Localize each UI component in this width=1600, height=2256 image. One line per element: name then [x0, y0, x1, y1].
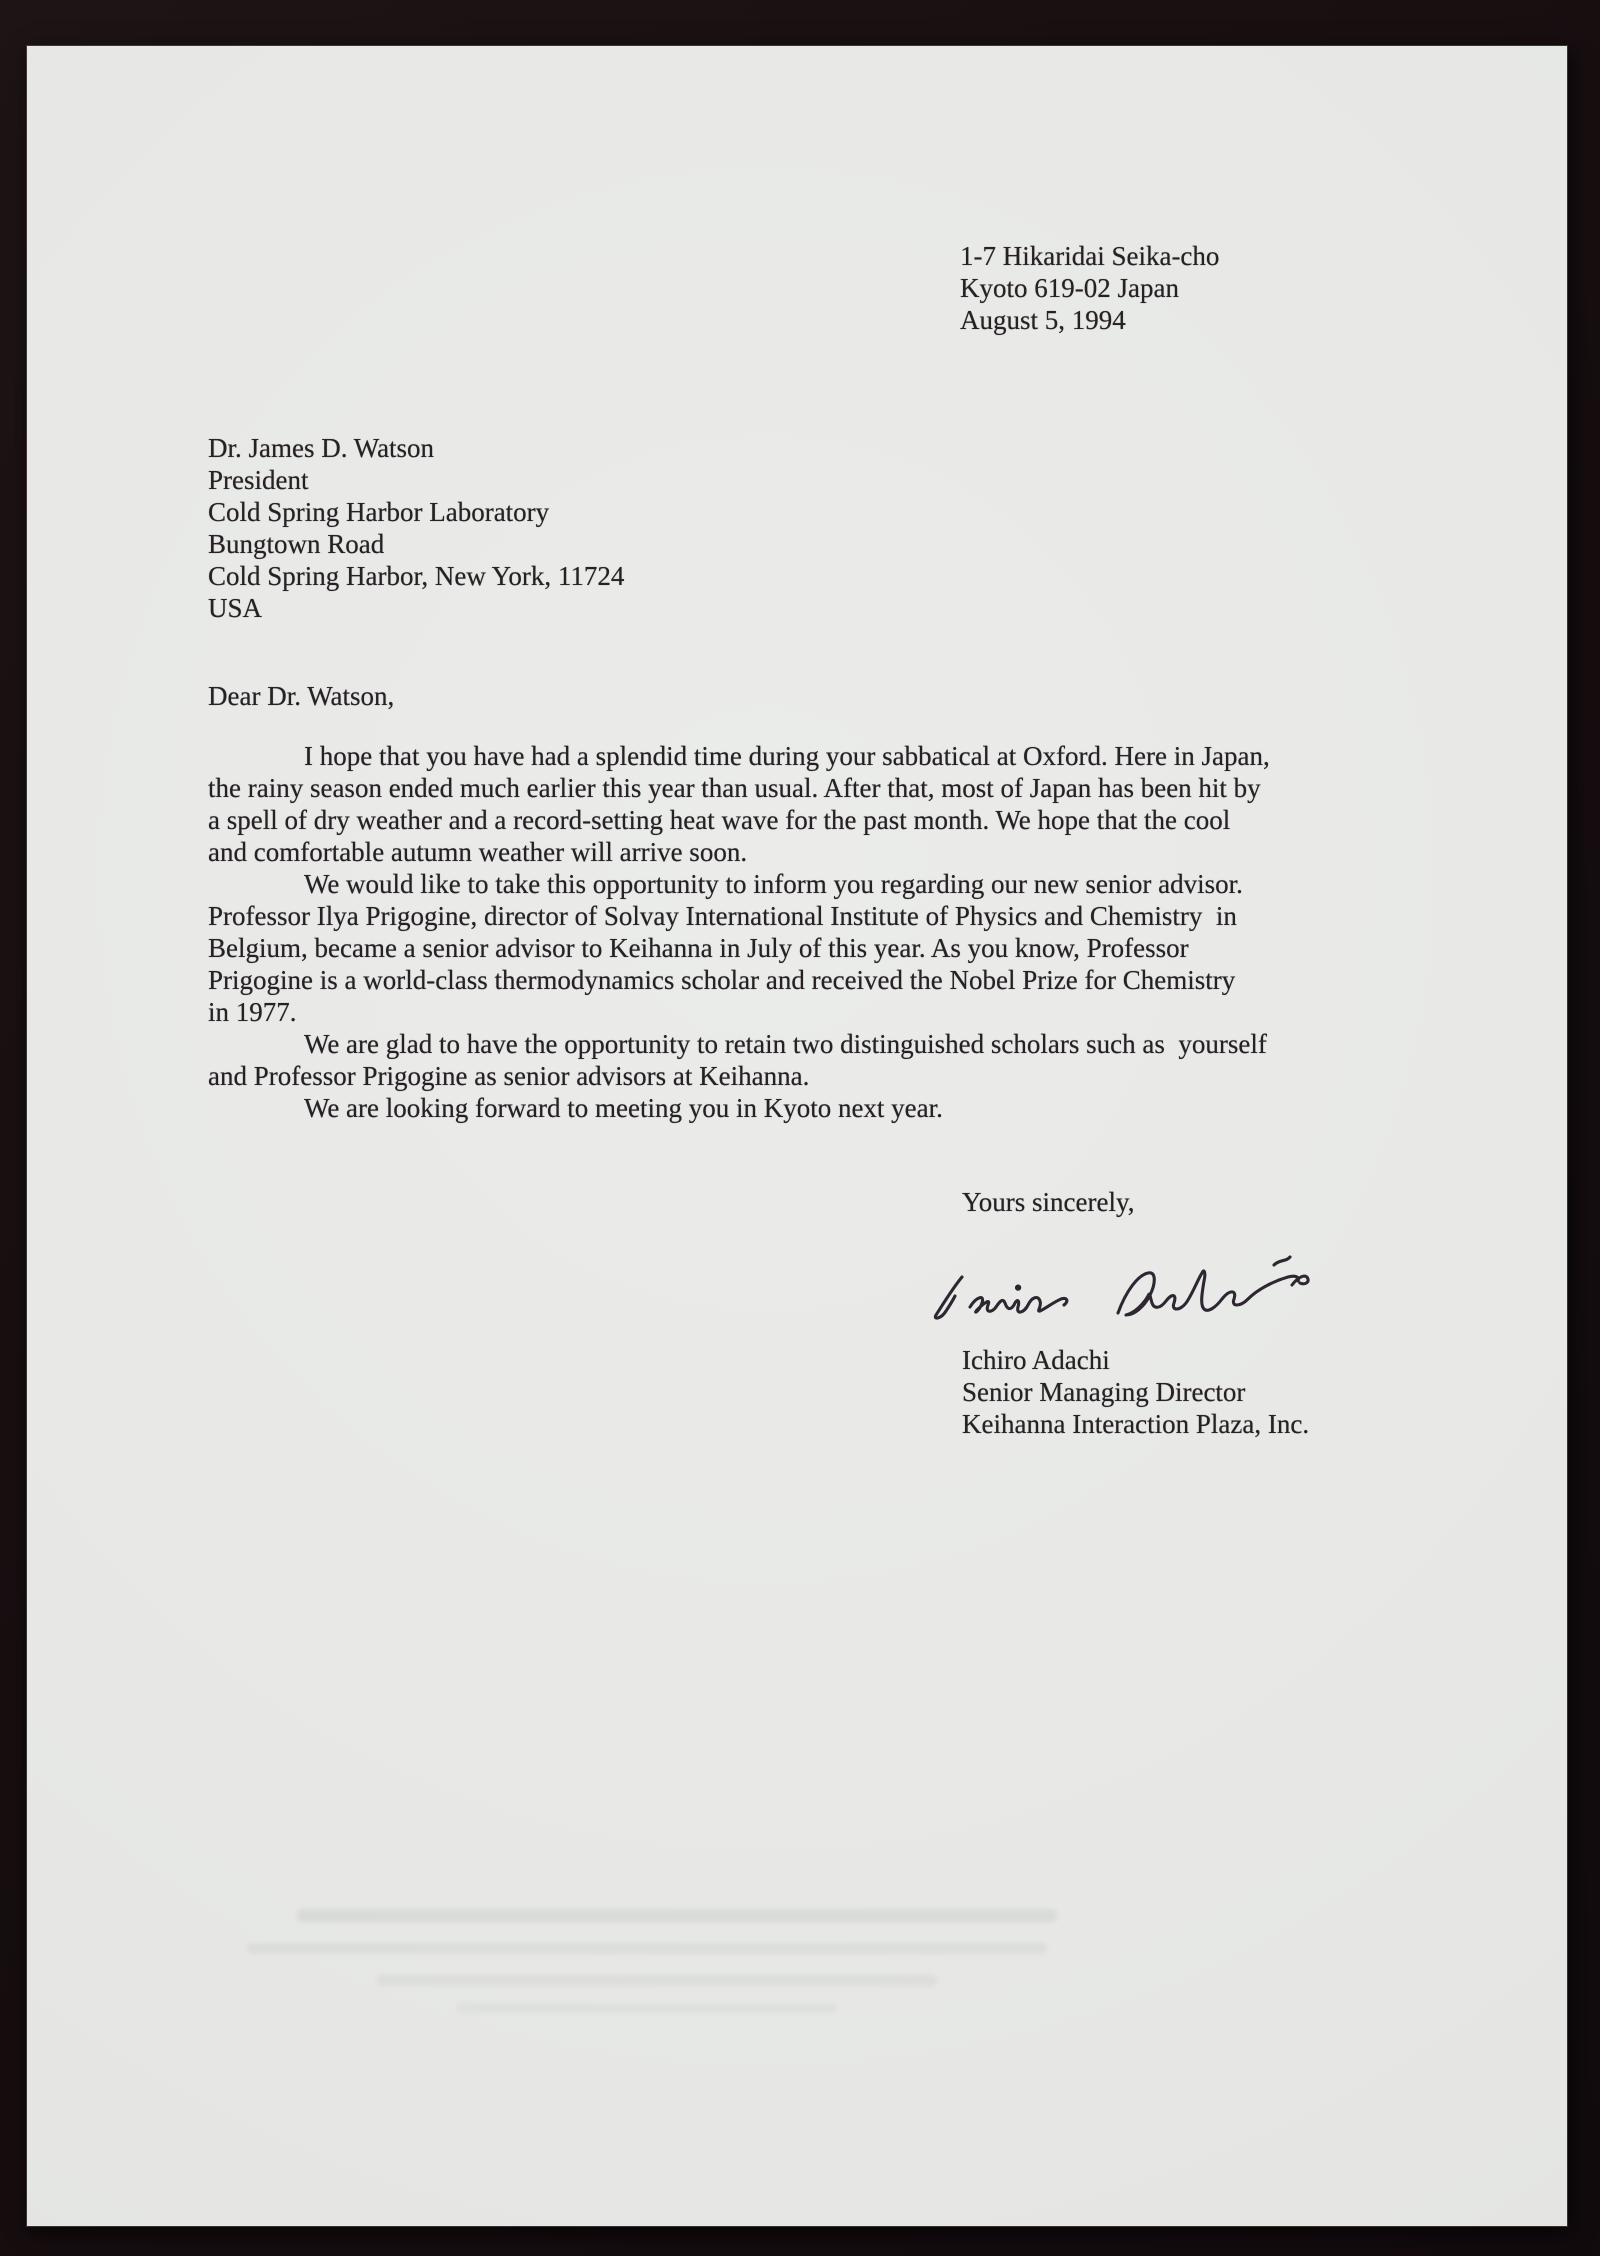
body-line: I hope that you have had a splendid time during your sabbatical at Oxford. Here in Japan, — [304, 741, 1270, 771]
sender-address-line: 1-7 Hikaridai Seika-cho — [960, 241, 1220, 271]
body-line: the rainy season ended much earlier this year than usual. After that, most of Japan has been hit by — [208, 773, 1261, 803]
body-line: and comfortable autumn weather will arrive soon. — [208, 837, 748, 867]
body-line: Professor Ilya Prigogine, director of Solvay International Institute of Physics and Chemistry in — [208, 901, 1237, 931]
bleed-through-artifact — [227, 1891, 1127, 2051]
letter-date: August 5, 1994 — [960, 305, 1126, 335]
body-line: Prigogine is a world-class thermodynamics scholar and received the Nobel Prize for Chemistry — [208, 965, 1236, 995]
signer-name: Ichiro Adachi — [962, 1345, 1110, 1375]
closing-phrase: Yours sincerely, — [962, 1187, 1135, 1217]
salutation: Dear Dr. Watson, — [208, 681, 395, 711]
recipient-country: USA — [208, 593, 263, 623]
bleed-through-smudge — [297, 1909, 1057, 1922]
body-line: a spell of dry weather and a record-setting heat wave for the past month. We hope that the cool — [208, 805, 1231, 835]
signer-title: Senior Managing Director — [962, 1377, 1246, 1407]
body-line: We would like to take this opportunity to inform you regarding our new senior advisor. — [304, 869, 1243, 899]
letter-body — [208, 740, 1270, 1124]
body-line: Belgium, became a senior advisor to Keihanna in July of this year. As you know, Professor — [208, 933, 1189, 963]
signer-company: Keihanna Interaction Plaza, Inc. — [962, 1409, 1310, 1439]
signer-block — [962, 1344, 1309, 1440]
body-line: We are looking forward to meeting you in Kyoto next year. — [304, 1093, 943, 1123]
recipient-address-block — [208, 432, 624, 624]
recipient-name: Dr. James D. Watson — [208, 433, 435, 463]
bleed-through-smudge — [457, 2003, 837, 2013]
recipient-city: Cold Spring Harbor, New York, 11724 — [208, 561, 625, 591]
sender-address-block — [960, 240, 1219, 336]
bleed-through-smudge — [247, 1943, 1047, 1954]
recipient-street: Bungtown Road — [208, 529, 385, 559]
bleed-through-smudge — [377, 1975, 937, 1986]
body-line: and Professor Prigogine as senior advisors at Keihanna. — [208, 1061, 810, 1091]
body-line: We are glad to have the opportunity to retain two distinguished scholars such as yourself — [304, 1029, 1267, 1059]
letter-page — [27, 46, 1567, 2226]
body-line: in 1977. — [208, 997, 297, 1027]
recipient-organization: Cold Spring Harbor Laboratory — [208, 497, 550, 527]
handwritten-signature — [922, 1251, 1322, 1346]
recipient-title: President — [208, 465, 309, 495]
sender-address-line: Kyoto 619-02 Japan — [960, 273, 1179, 303]
